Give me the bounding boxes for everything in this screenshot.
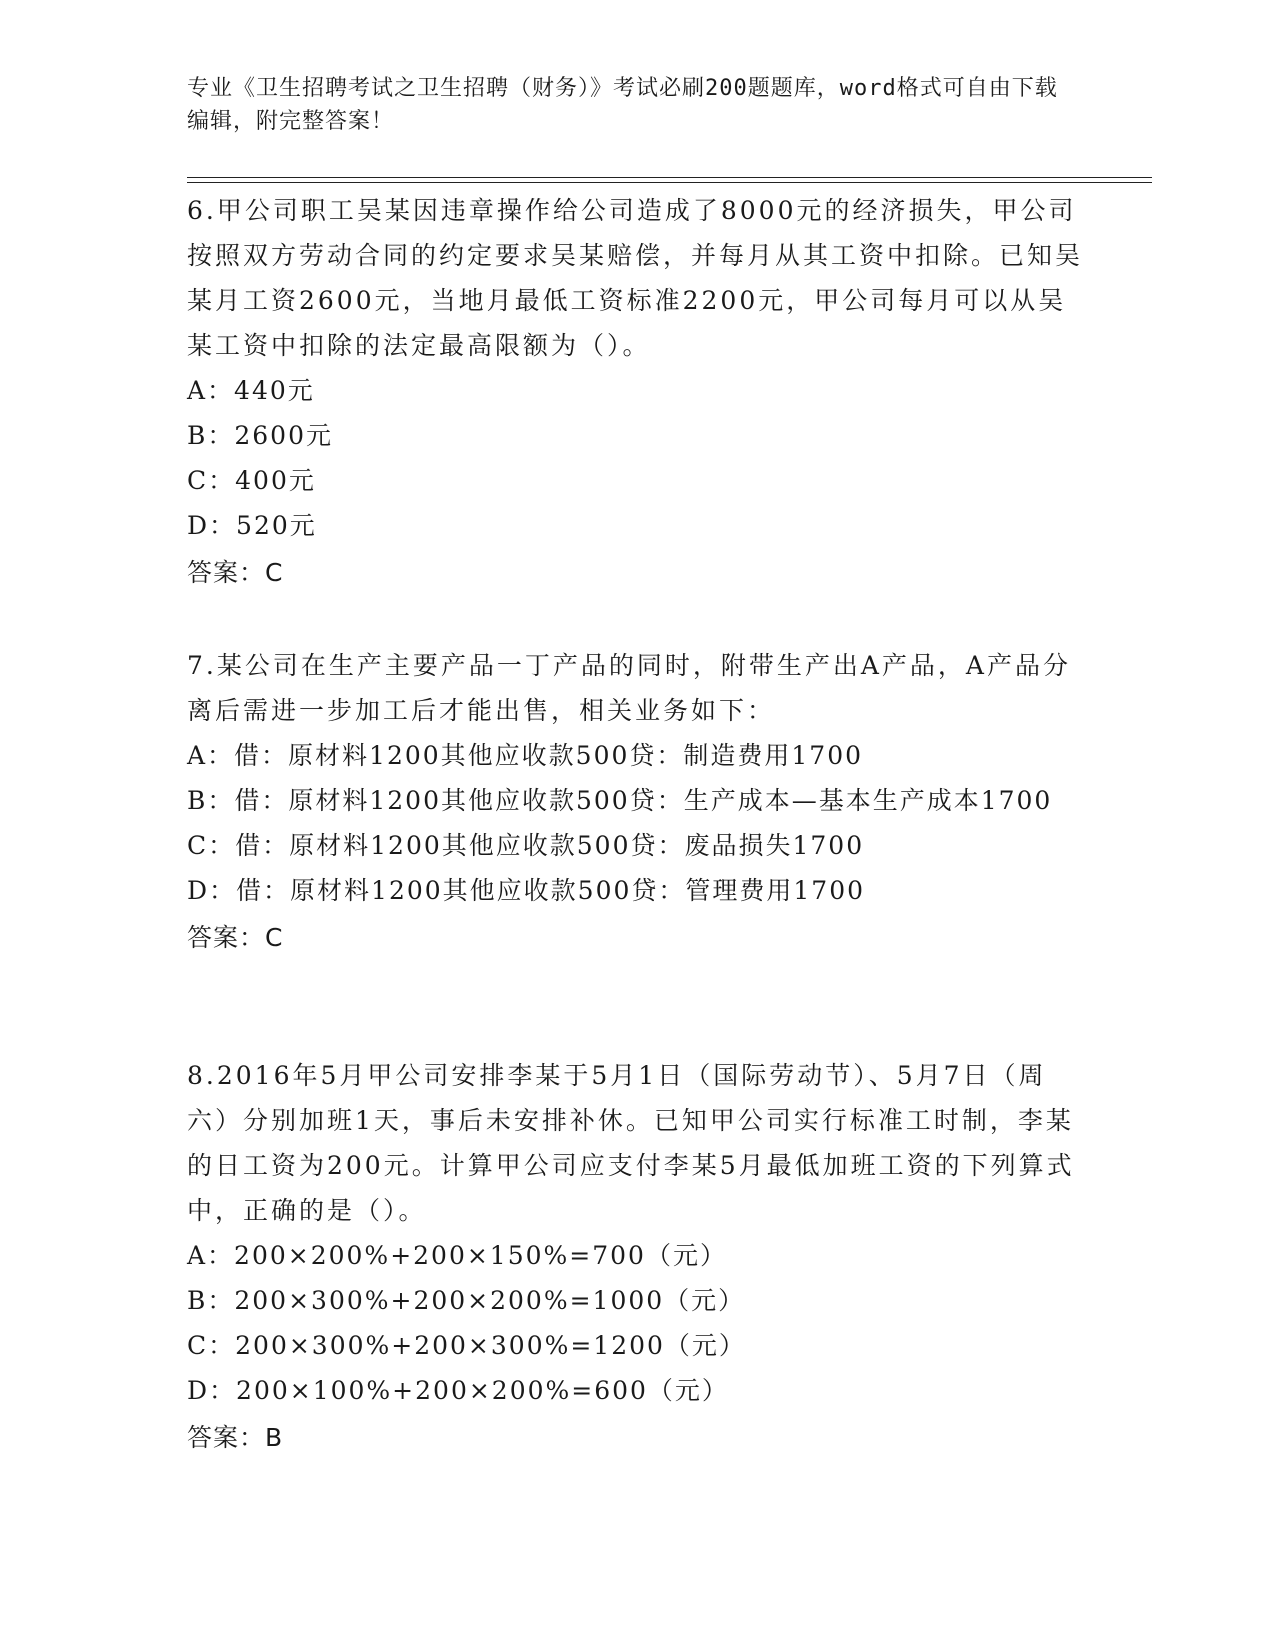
- document-header: 专业《卫生招聘考试之卫生招聘（财务）》考试必刷200题题库，word格式可自由下载编辑，附完整答案！: [187, 76, 1058, 134]
- answer-line: 答案：C: [187, 923, 284, 952]
- question-6: [187, 188, 1087, 595]
- header-divider-bottom: [187, 182, 1152, 183]
- option-d: D：520元: [187, 511, 317, 540]
- option-d: D：借：原材料1200其他应收款500贷：管理费用1700: [187, 876, 866, 905]
- question-stem: 8.2016年5月甲公司安排李某于5月1日（国际劳动节）、5月7日（周六）分别加班1天，事后未安排补休。已知甲公司实行标准工时制，李某的日工资为200元。计算甲公司应支付李某5月最低加班工资的下列算式中，正确的是（）。: [187, 1061, 1075, 1225]
- header-divider-top: [187, 177, 1152, 178]
- option-b: B：2600元: [187, 421, 333, 450]
- question-7: [187, 643, 1087, 960]
- option-a: A：200×200%+200×150%=700（元）: [187, 1241, 727, 1270]
- option-c: C：400元: [187, 466, 316, 495]
- option-d: D：200×100%+200×200%=600（元）: [187, 1376, 729, 1405]
- option-c: C：200×300%+200×300%=1200（元）: [187, 1331, 746, 1360]
- option-b: B：借：原材料1200其他应收款500贷：生产成本—基本生产成本1700: [187, 786, 1053, 815]
- answer-line: 答案：B: [187, 1423, 284, 1452]
- question-stem: 6.甲公司职工吴某因违章操作给公司造成了8000元的经济损失，甲公司按照双方劳动合同的约定要求吴某赔偿，并每月从其工资中扣除。已知吴某月工资2600元，当地月最低工资标准2200元，甲公司每月可以从吴某工资中扣除的法定最高限额为（）。: [187, 196, 1084, 360]
- question-stem: 7.某公司在生产主要产品一丁产品的同时，附带生产出A产品，A产品分离后需进一步加工后才能出售，相关业务如下：: [187, 651, 1071, 725]
- option-a: A：440元: [187, 376, 315, 405]
- option-a: A：借：原材料1200其他应收款500贷：制造费用1700: [187, 741, 864, 770]
- option-b: B：200×300%+200×200%=1000（元）: [187, 1286, 746, 1315]
- question-8: [187, 1053, 1087, 1460]
- option-c: C：借：原材料1200其他应收款500贷：废品损失1700: [187, 831, 865, 860]
- answer-line: 答案：C: [187, 558, 284, 587]
